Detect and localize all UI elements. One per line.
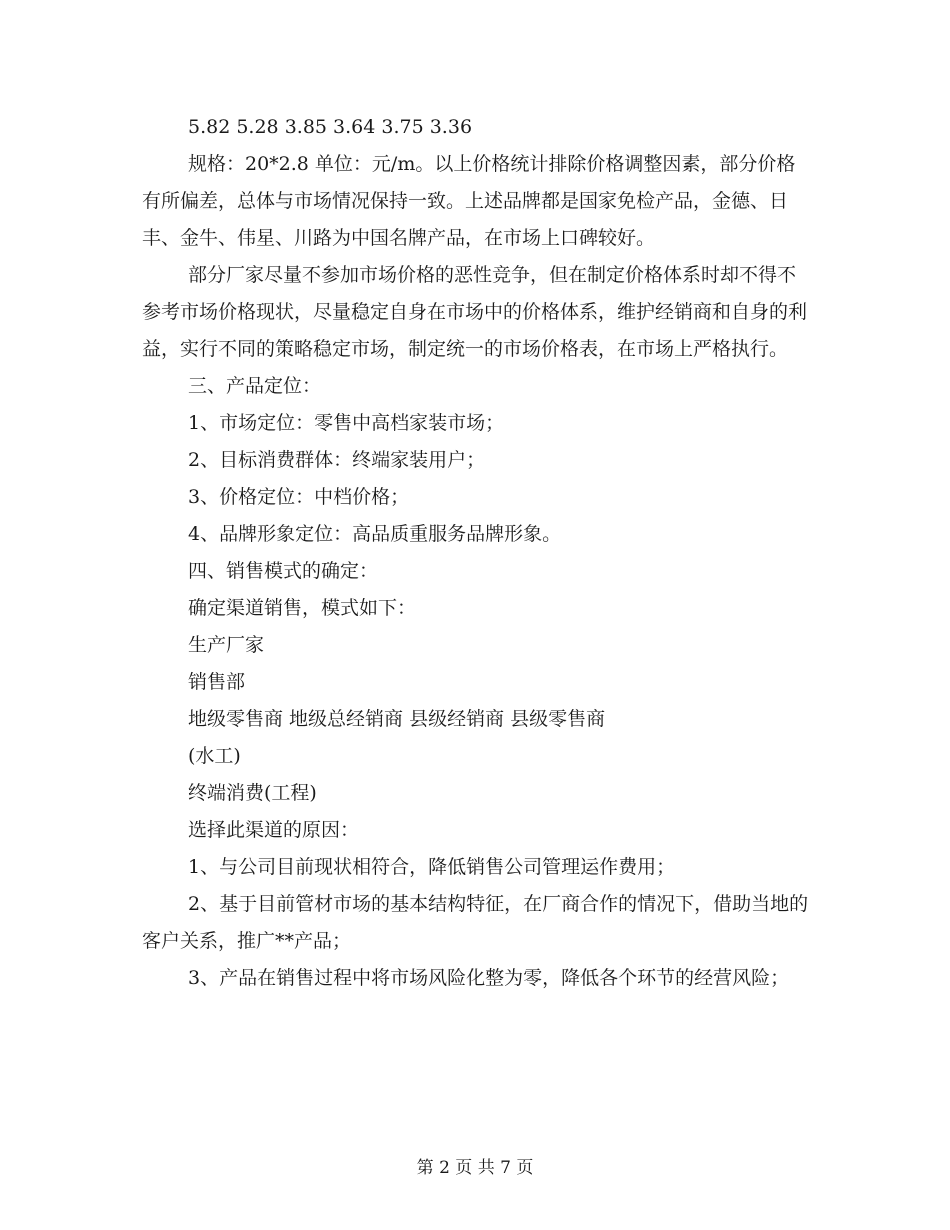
price-values-line: 5.82 5.28 3.85 3.64 3.75 3.36: [188, 116, 473, 138]
channel-level-end-consumer: 终端消费(工程): [188, 782, 317, 804]
list-item: 3、产品在销售过程中将市场风险化整为零，降低各个环节的经营风险；: [188, 967, 790, 989]
list-item: 2、基于目前管材市场的基本结构特征，在厂商合作的情况下，借助当地的客户关系，推广**产品；: [142, 893, 809, 952]
list-item: 1、市场定位：零售中高档家装市场；: [188, 412, 505, 434]
page-number-footer: 第 2 页 共 7 页: [416, 1158, 534, 1178]
channel-level-manufacturer: 生产厂家: [188, 634, 265, 656]
reasons-heading: 选择此渠道的原因：: [188, 819, 360, 841]
section-heading-sales-model: 四、销售模式的确定：: [188, 560, 379, 582]
channel-intro: 确定渠道销售，模式如下：: [188, 597, 417, 619]
channel-level-plumber: (水工): [188, 745, 241, 767]
section-heading-positioning: 三、产品定位：: [188, 375, 322, 397]
spec-paragraph: 规格：20*2.8 单位：元/m。以上价格统计排除价格调整因素，部分价格有所偏差，总体与市场情况保持一致。上述品牌都是国家免检产品，金德、日丰、金牛、伟星、川路为中国名牌产品，在市场上口碑较好。: [142, 153, 796, 249]
list-item: 3、价格定位：中档价格；: [188, 486, 410, 508]
document-body: [142, 109, 810, 997]
list-item: 4、品牌形象定位：高品质重服务品牌形象。: [188, 523, 562, 545]
list-item: 2、目标消费群体：终端家装用户；: [188, 449, 486, 471]
list-item: 1、与公司目前现状相符合，降低销售公司管理运作费用；: [188, 856, 676, 878]
channel-level-dealers: 地级零售商 地级总经销商 县级经销商 县级零售商: [188, 708, 606, 730]
channel-level-sales-dept: 销售部: [188, 671, 246, 693]
pricing-strategy-paragraph: 部分厂家尽量不参加市场价格的恶性竞争，但在制定价格体系时却不得不参考市场价格现状，尽量稳定自身在市场中的价格体系，维护经销商和自身的利益，实行不同的策略稳定市场，制定统一的市场价格表，在市场上严格执行。: [142, 264, 808, 360]
